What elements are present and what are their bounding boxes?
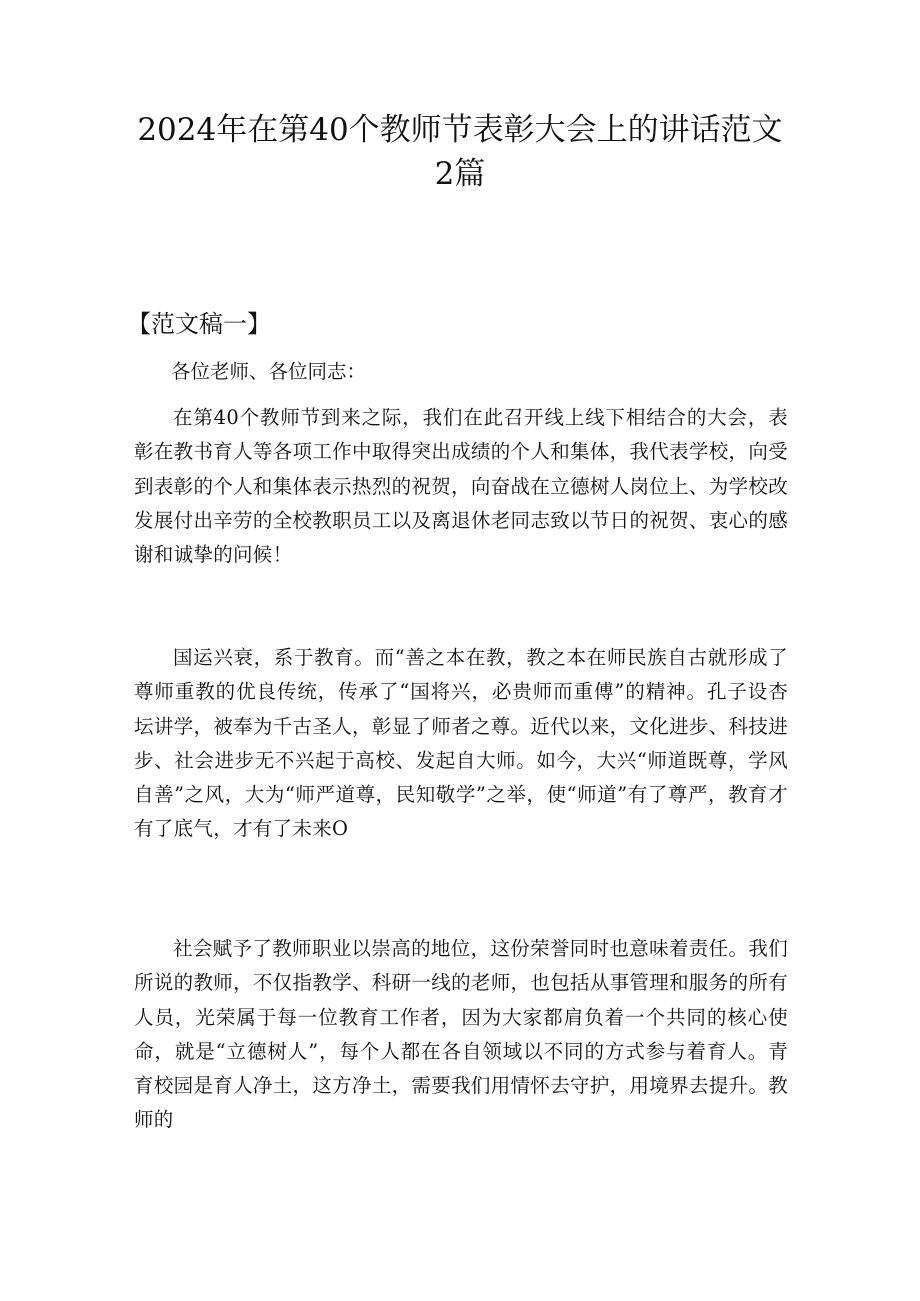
body-paragraph-2-block — [134, 641, 788, 847]
greeting: 各位老师、各位同志： — [171, 360, 367, 383]
body-paragraph: 国运兴衰，系于教育。而“善之本在教，教之本在师民族自古就形成了尊师重教的优良传统，传承了“国将兴，必贵师而重傅”的精神。孔子设杏坛讲学，被奉为千古圣人，彰显了师者之尊。近代以来，文化进步、科技进步、社会进步无不兴起于高校、发起自大师。如今，大兴“师道既尊，学风自善”之风，大为“师严道尊，民知敬学”之举，使“师道”有了尊严，教育才有了底气，才有了未来O — [134, 646, 788, 841]
body-paragraph: 在第40个教师节到来之际，我们在此召开线上线下相结合的大会，表彰在教书育人等各项工作中取得突出成绩的个人和集体，我代表学校，向受到表彰的个人和集体表示热烈的祝贺，向奋战在立德树人岗位上、为学校改发展付出辛劳的全校教职员工以及离退休老同志致以节日的祝贺、衷心的感谢和诚挚的问候！ — [134, 406, 788, 567]
section-heading: 【范文稿一】 — [127, 310, 271, 338]
body-paragraph-3-block — [134, 932, 788, 1138]
title-line-2: 2篇 — [434, 156, 486, 192]
body-paragraph-1-block — [134, 401, 788, 572]
document-title — [120, 108, 800, 196]
body-paragraph: 社会赋予了教师职业以崇高的地位，这份荣誉同时也意味着责任。我们所说的教师，不仅指教学、科研一线的老师，也包括从事管理和服务的所有人员，光荣属于每一位教育工作者，因为大家都肩负着一个共同的核心使命，就是“立德树人”，每个人都在各自领域以不同的方式参与着育人。青育校园是育人净土，这方净土，需要我们用情怀去守护，用境界去提升。教师的 — [134, 937, 788, 1132]
title-line-1: 2024年在第40个教师节表彰大会上的讲话范文 — [137, 112, 783, 148]
